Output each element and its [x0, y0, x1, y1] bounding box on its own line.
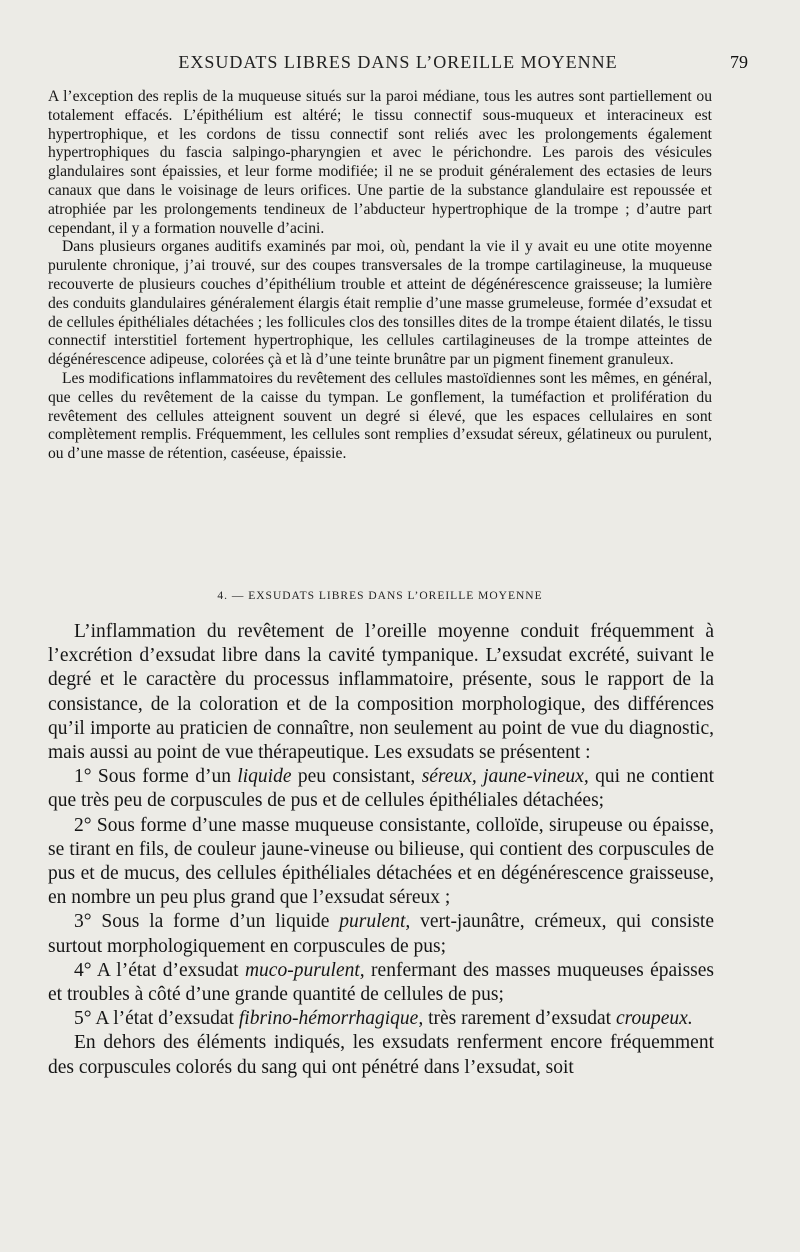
text-run: peu consistant, — [291, 766, 422, 788]
paragraph: Dans plusieurs organes auditifs examinés par moi, où, pendant la vie il y avait eu une otite moyenne purulente chronique, j’ai trouvé, sur des coupes transversales de la trompe cartilagineuse, la muqueuse recouverte de plusieurs couches d’épithélium trouble et atteint de dégénérescence graisseuse; la lumière des conduits glandulaires généralement élargis était remplie d’une masse grumeleuse, formée d’exsudat et de cellules épithéliales détachées ; les follicules clos des tonsilles dites de la trompe étaient dilatés, le tissu connectif interstitiel fortement hypertrophique, les cellules cartilagineuses de la trompe atteintes de dégénérescence adipeuse, colorées çà et là d’une teinte brunâtre par un pigment finement granuleux. — [48, 238, 712, 369]
paragraph: L’inflammation du revêtement de l’oreille moyenne conduit fréquemment à l’excrétion d’exsudat libre dans la cavité tympanique. L’exsudat excrété, suivant le degré et le caractère du processus inflammatoire, présente, sous le rapport de la consistance, de la coloration et de la composition morphologique, des différences qu’il importe au praticien de connaître, non seulement au point de vue du diagnostic, mais aussi au point de vue thérapeutique. Les exsudats se présentent : — [48, 621, 714, 764]
italic-term: séreux, jaune-vineux, — [421, 766, 589, 788]
italic-term: purulent, — [339, 911, 411, 933]
list-item — [48, 1007, 714, 1031]
text-run: très rarement d’exsudat — [423, 1008, 616, 1030]
paragraph: Les modifications inflammatoires du revêtement des cellules mastoïdiennes sont les mêmes, en général, que celles du revêtement de la caisse du tympan. Le gonflement, la tuméfaction et prolifération du revêtement des cellules atteignent souvent un degré si élevé, que les espaces cellulaires en sont complètement remplis. Fréquemment, les cellules sont remplies d’exsudat séreux, gélatineux ou purulent, ou d’une masse de rétention, caséeuse, épaissie. — [48, 369, 712, 463]
page-number: 79 — [730, 52, 748, 72]
italic-term: croupeux. — [615, 1008, 693, 1030]
text-run: 3° Sous la forme d’un liquide — [74, 911, 340, 933]
italic-term: muco-purulent, — [244, 959, 365, 981]
text-run: vert-jaunâtre, crémeux, qui consiste surtout morphologiquement en corpuscules de pus; — [48, 911, 714, 957]
list-item: 2° Sous forme d’une masse muqueuse consistante, colloïde, sirupeuse ou épaisse, se tirant en fils, de couleur jaune-vineuse ou bilieuse, qui contient des corpuscules de pus et de mucus, des cellules épithéliales détachées et en dégénérescence graisseuse, en nombre un peu plus grand que l’exsudat séreux ; — [48, 814, 714, 909]
text-run: renfermant des masses muqueuses épaisses et troubles à côté d’une grande quantité de cellules de pus; — [48, 959, 714, 1006]
list-item — [48, 910, 714, 958]
text-run: 1° Sous forme d’un — [74, 766, 238, 788]
italic-term: fibrino-hémorrhagique, — [238, 1008, 424, 1030]
main-text-block — [48, 620, 714, 1080]
small-print-block — [48, 88, 712, 464]
list-item — [48, 959, 714, 1007]
text-run: 4° A l’état d’exsudat — [74, 959, 245, 981]
section-heading: 4. — EXSUDATS LIBRES DANS L’OREILLE MOYENNE — [217, 590, 543, 602]
list-item — [48, 765, 714, 813]
text-run: 5° A l’état d’exsudat — [74, 1008, 239, 1030]
paragraph: A l’exception des replis de la muqueuse situés sur la paroi médiane, tous les autres sont partiellement ou totalement effacés. L’épithélium est altéré; le tissu connectif sous-muqueux et interacineux est hypertrophique, et les cordons de tissu connectif sont reliés avec les prolongements également hypertrophiques du fascia salpingo-pharyngien et avec le périchondre. Les parois des vésicules glandulaires sont épaissies, et leur forme modifiée; il ne se produit généralement des ectasies de leurs canaux que dans le voisinage de leurs orifices. Une partie de la substance glandulaire est repoussée et atrophiée par les prolongements tendineux de l’abducteur hypertrophique de la trompe ; d’autre part cependant, il y a formation nouvelle d’acini. — [48, 88, 712, 237]
page-header — [48, 52, 748, 78]
italic-term: liquide — [237, 766, 292, 788]
text-run: qui ne contient que très peu de corpuscules de pus et de cellules épithéliales détachées; — [48, 766, 714, 812]
paragraph: En dehors des éléments indiqués, les exsudats renferment encore fréquemment des corpuscules colorés du sang qui ont pénétré dans l’exsudat, soit — [48, 1032, 714, 1078]
running-title: EXSUDATS LIBRES DANS L’OREILLE MOYENNE — [178, 52, 618, 72]
